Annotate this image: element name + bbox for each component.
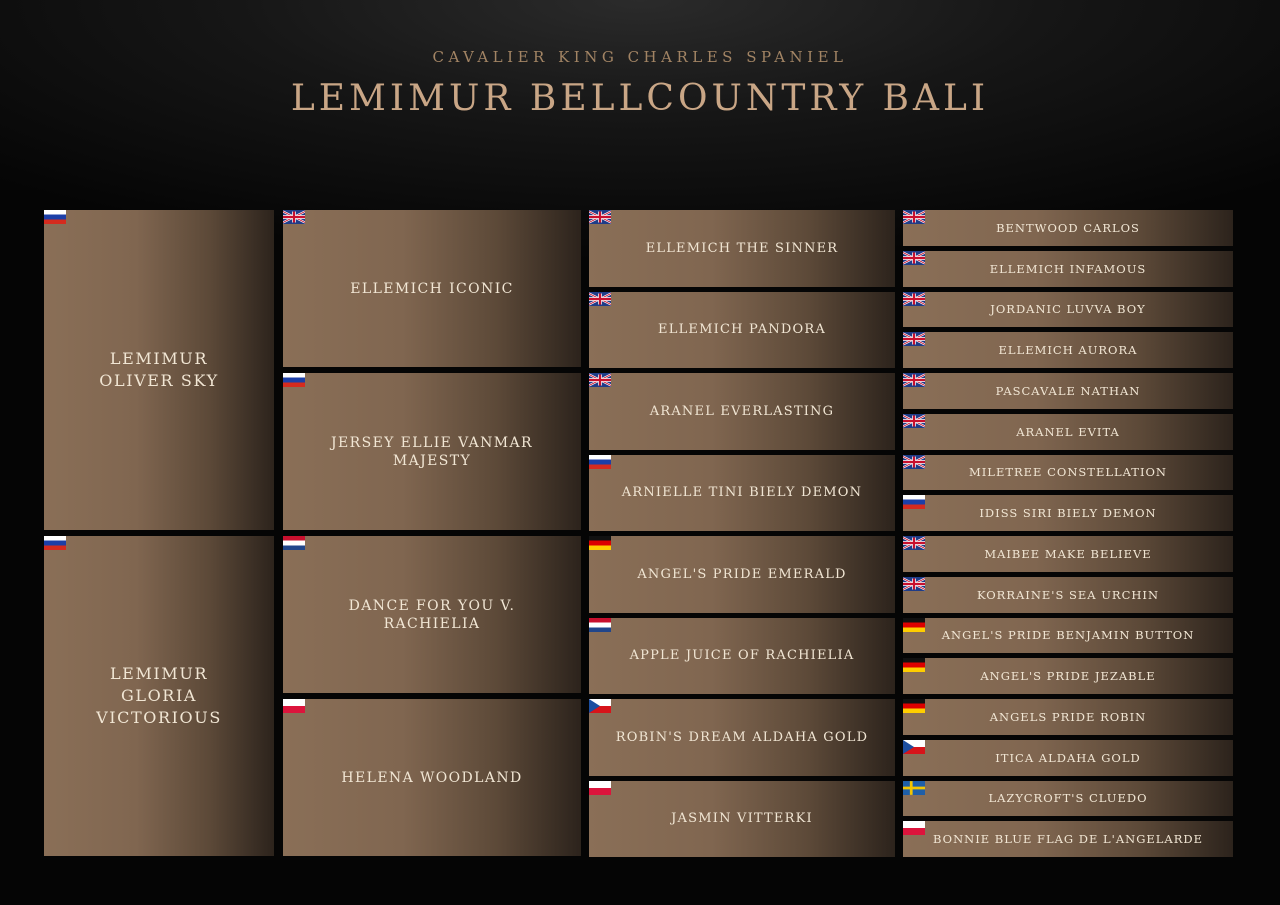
- pedigree-box: [903, 292, 1233, 328]
- flag-russia-icon: [44, 536, 66, 550]
- flag-united-kingdom-icon: [903, 577, 925, 591]
- dog-name: MILETREE CONSTELLATION: [968, 465, 1167, 480]
- flag-poland-icon: [589, 781, 611, 795]
- pedigree-box: [903, 455, 1233, 491]
- flag-germany-icon: [903, 618, 925, 632]
- flag-germany-icon: [903, 658, 925, 672]
- breed-subtitle: CAVALIER KING CHARLES SPANIEL: [432, 48, 848, 66]
- flag-poland-icon: [903, 821, 925, 835]
- dog-name: ELLEMICH PANDORA: [658, 322, 826, 338]
- dog-name: ANGELS PRIDE ROBIN: [989, 709, 1147, 724]
- dog-name: BONNIE BLUE FLAG DE L'ANGELARDE: [932, 832, 1203, 847]
- pedigree-box: [283, 210, 581, 367]
- pedigree-box: [903, 740, 1233, 776]
- flag-czech-republic-icon: [903, 740, 925, 754]
- flag-united-kingdom-icon: [903, 251, 925, 265]
- dog-name: ARANEL EVITA: [1016, 424, 1120, 439]
- dog-name: PASCAVALE NATHAN: [995, 383, 1141, 398]
- dog-name: ANGEL'S PRIDE BENJAMIN BUTTON: [941, 628, 1195, 643]
- dog-name: LEMIMUR OLIVER SKY: [99, 349, 219, 390]
- dog-name: ARANEL EVERLASTING: [649, 403, 835, 419]
- pedigree-box: [903, 699, 1233, 735]
- pedigree-box: [44, 536, 274, 856]
- pedigree-box: [903, 332, 1233, 368]
- flag-united-kingdom-icon: [283, 210, 305, 224]
- pedigree-box: [903, 495, 1233, 531]
- flag-slovakia-icon: [903, 495, 925, 509]
- flag-germany-icon: [903, 699, 925, 713]
- flag-united-kingdom-icon: [903, 536, 925, 550]
- flag-united-kingdom-icon: [903, 414, 925, 428]
- flag-slovakia-icon: [589, 455, 611, 469]
- flag-czech-republic-icon: [589, 699, 611, 713]
- dog-name: HELENA WOODLAND: [341, 769, 523, 786]
- pedigree-box: [903, 658, 1233, 694]
- dog-name: LAZYCROFT'S CLUEDO: [988, 791, 1148, 806]
- dog-name: JERSEY ELLIE VANMAR MAJESTY: [331, 434, 533, 469]
- pedigree-box: [903, 536, 1233, 572]
- pedigree-box: [283, 699, 581, 856]
- pedigree-box: [44, 210, 274, 530]
- dog-name: IDISS SIRI BIELY DEMON: [979, 506, 1157, 521]
- dog-name: ELLEMICH THE SINNER: [645, 240, 839, 256]
- flag-united-kingdom-icon: [903, 455, 925, 469]
- pedigree-box: [903, 210, 1233, 246]
- pedigree-box: [589, 210, 895, 287]
- pedigree-box: [589, 618, 895, 695]
- pedigree-box: [589, 781, 895, 858]
- dog-name: DANCE FOR YOU V. RACHIELIA: [348, 597, 516, 632]
- pedigree-box: [589, 536, 895, 613]
- flag-sweden-icon: [903, 781, 925, 795]
- pedigree-box: [589, 699, 895, 776]
- flag-united-kingdom-icon: [903, 292, 925, 306]
- dog-name: ITICA ALDAHA GOLD: [995, 750, 1141, 765]
- pedigree-box: [903, 577, 1233, 613]
- dog-name: ROBIN'S DREAM ALDAHA GOLD: [615, 729, 869, 745]
- dog-name: LEMIMUR GLORIA VICTORIOUS: [96, 664, 222, 727]
- dog-name: KORRAINE'S SEA URCHIN: [976, 587, 1160, 602]
- flag-united-kingdom-icon: [589, 373, 611, 387]
- dog-name: APPLE JUICE OF RACHIELIA: [629, 648, 855, 664]
- pedigree-box: [903, 618, 1233, 654]
- pedigree-box: [903, 373, 1233, 409]
- pedigree-box: [903, 251, 1233, 287]
- flag-russia-icon: [44, 210, 66, 224]
- flag-united-kingdom-icon: [903, 332, 925, 346]
- flag-united-kingdom-icon: [903, 210, 925, 224]
- flag-united-kingdom-icon: [903, 373, 925, 387]
- flag-united-kingdom-icon: [589, 292, 611, 306]
- dog-name: JORDANIC LUVVA BOY: [990, 302, 1146, 317]
- dog-name: MAIBEE MAKE BELIEVE: [984, 546, 1152, 561]
- dog-name-title: LEMIMUR BELLCOUNTRY BALI: [290, 78, 990, 119]
- pedigree-box: [903, 414, 1233, 450]
- dog-name: ELLEMICH INFAMOUS: [989, 261, 1147, 276]
- dog-name: JASMIN VITTERKI: [671, 811, 813, 827]
- dog-name: ELLEMICH ICONIC: [350, 280, 514, 297]
- dog-name: ANGEL'S PRIDE EMERALD: [637, 566, 847, 582]
- pedigree-box: [903, 781, 1233, 817]
- pedigree-box: [283, 373, 581, 530]
- flag-netherlands-icon: [283, 536, 305, 550]
- flag-germany-icon: [589, 536, 611, 550]
- flag-slovenia-icon: [283, 373, 305, 387]
- dog-name: ANGEL'S PRIDE JEZABLE: [980, 669, 1156, 684]
- flag-poland-icon: [283, 699, 305, 713]
- flag-netherlands-icon: [589, 618, 611, 632]
- dog-name: ARNIELLE TINI BIELY DEMON: [621, 485, 863, 501]
- dog-name: BENTWOOD CARLOS: [996, 220, 1140, 235]
- pedigree-box: [589, 292, 895, 369]
- pedigree-box: [903, 821, 1233, 857]
- flag-united-kingdom-icon: [589, 210, 611, 224]
- pedigree-box: [589, 455, 895, 532]
- dog-name: ELLEMICH AURORA: [998, 343, 1138, 358]
- pedigree-box: [283, 536, 581, 693]
- pedigree-box: [589, 373, 895, 450]
